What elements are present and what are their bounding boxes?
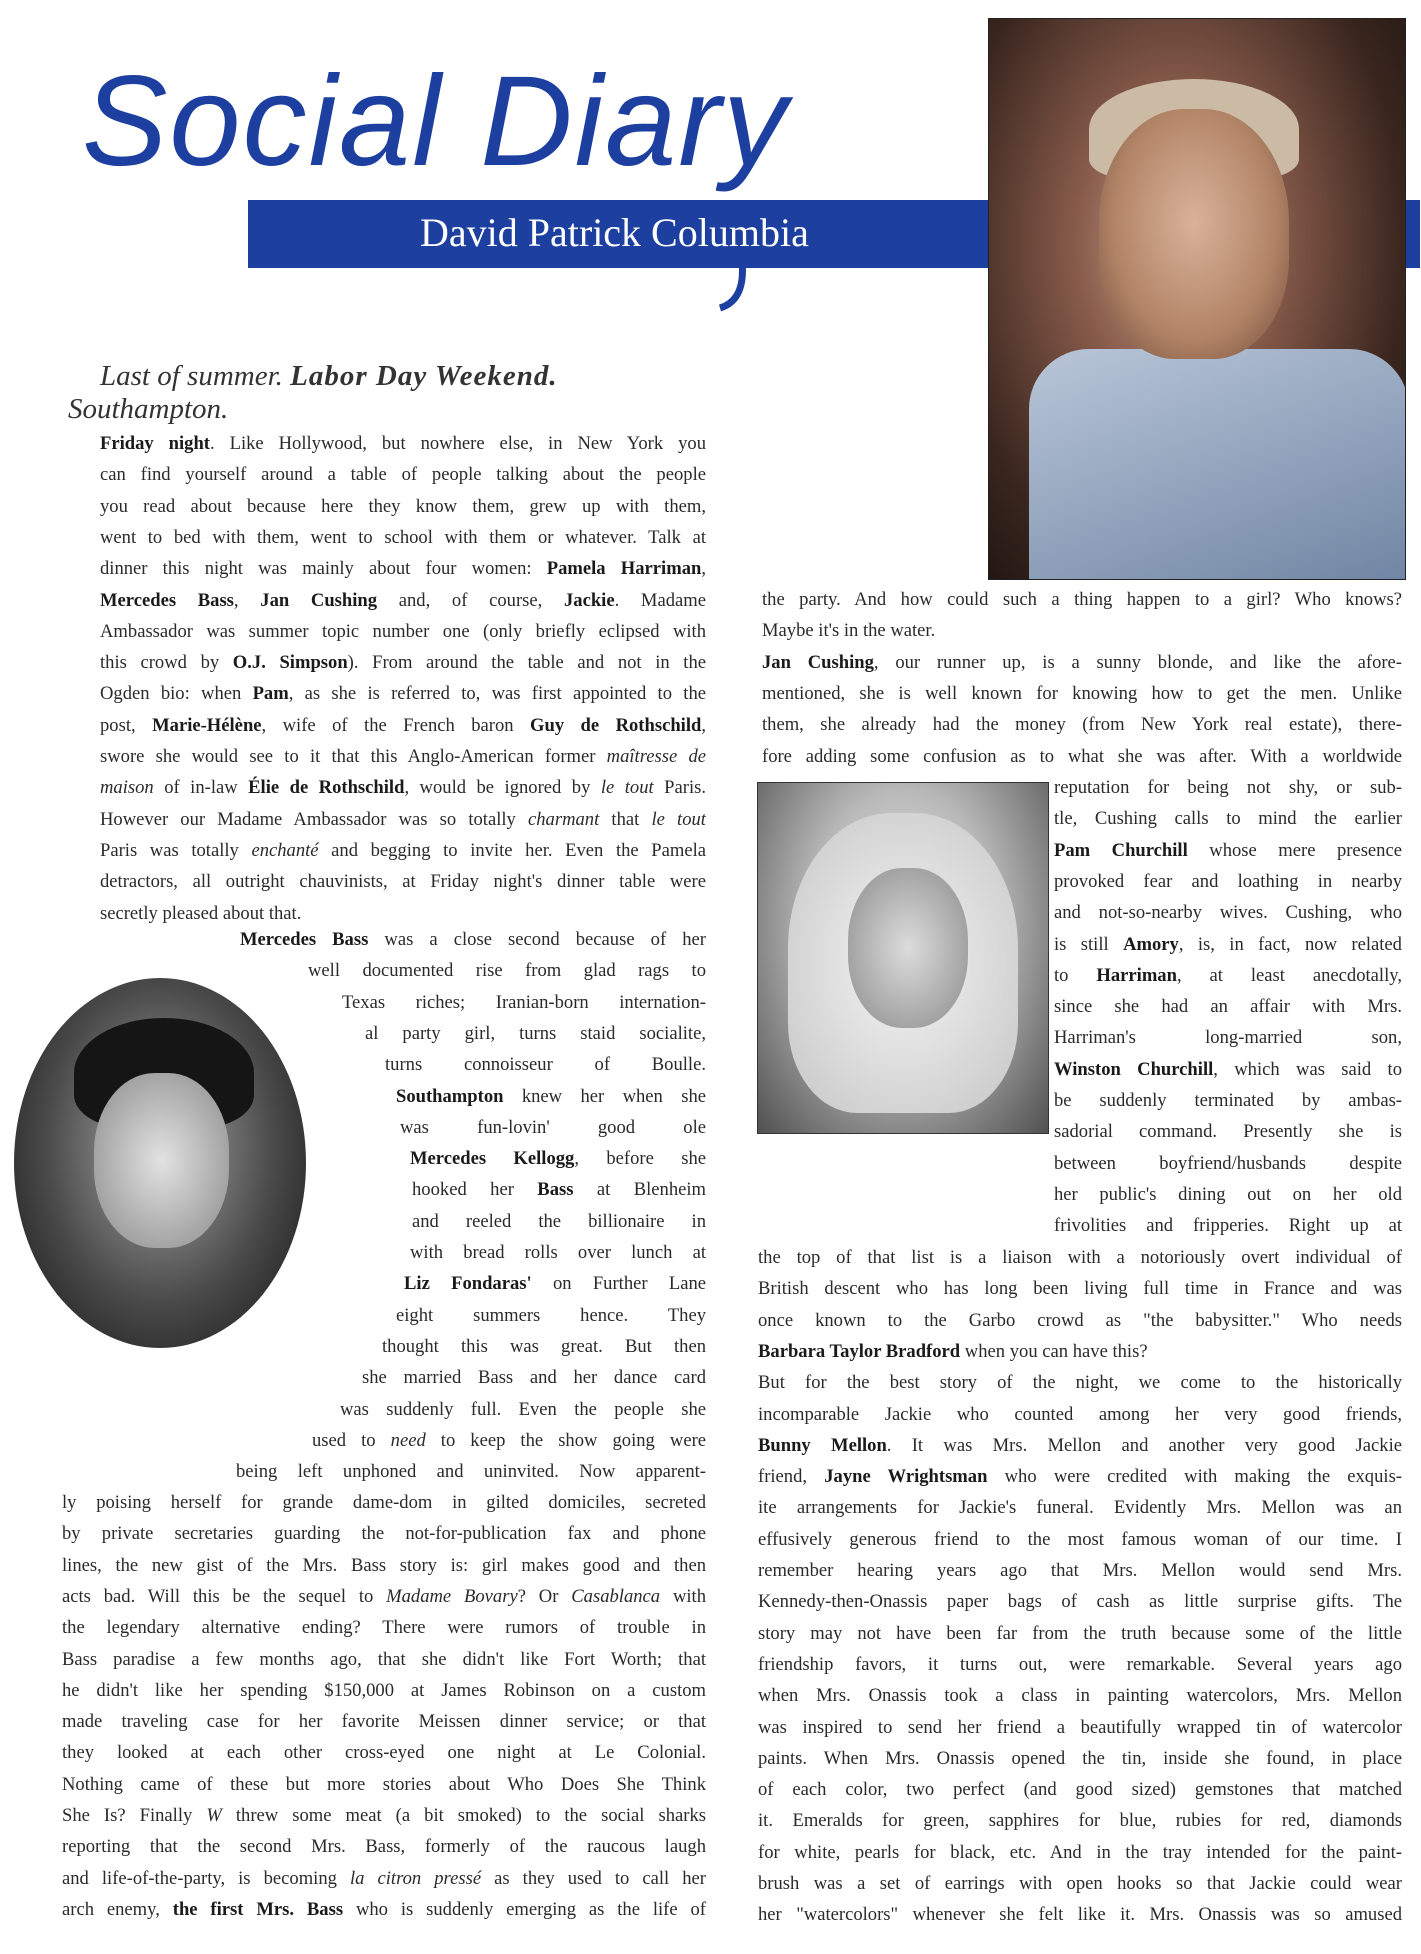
text-line: friend, Jayne Wrightsman who were credited with making the exquis-: [758, 1466, 1402, 1488]
title-swash: [712, 262, 752, 312]
text-line: Nothing came of these but more stories about Who Does She Think: [62, 1773, 706, 1795]
text-line: the legendary alternative ending? There were rumors of trouble in: [62, 1617, 706, 1639]
text-line: Jan Cushing, our runner up, is a sunny blonde, and like the afore-: [762, 651, 1402, 673]
text-line: turns connoisseur of Boulle.: [385, 1054, 706, 1076]
text-line: was suddenly full. Even the people she: [340, 1398, 706, 1420]
text-line: made traveling case for her favorite Meissen dinner service; or that: [62, 1711, 706, 1733]
text-line: Kennedy-then-Onassis paper bags of cash as little surprise gifts. The: [758, 1591, 1402, 1613]
text-line: since she had an affair with Mrs.: [1054, 996, 1402, 1018]
text-line: reputation for being not shy, or sub-: [1054, 777, 1402, 798]
text-line: But for the best story of the night, we come to the historically: [758, 1372, 1402, 1394]
text-line: used to need to keep the show going were: [312, 1429, 706, 1451]
text-line: this crowd by O.J. Simpson). From around the table and not in the: [100, 652, 706, 674]
article-intro-line2: Southampton.: [68, 393, 229, 425]
text-line: maison of in-law Élie de Rothschild, would be ignored by le tout Paris.: [100, 777, 706, 799]
text-line: reporting that the second Mrs. Bass, formerly of the raucous laugh: [62, 1836, 706, 1858]
text-line: thought this was great. But then: [382, 1335, 706, 1357]
text-line: them, she already had the money (from New York real estate), there-: [762, 714, 1402, 736]
author-byline: David Patrick Columbia: [420, 210, 809, 255]
text-line: Maybe it's in the water.: [762, 620, 936, 642]
text-line: he didn't like her spending $150,000 at James Robinson on a custom: [62, 1679, 706, 1701]
text-line: Mercedes Bass was a close second because of her: [240, 929, 706, 950]
text-line: the top of that list is a liaison with a notoriously overt individual of: [758, 1247, 1402, 1268]
text-line: Bass paradise a few months ago, that she didn't like Fort Worth; that: [62, 1648, 706, 1670]
text-line: frivolities and fripperies. Right up at: [1054, 1215, 1402, 1237]
text-line: Barbara Taylor Bradford when you can have this?: [758, 1340, 1148, 1362]
text-line: was fun-lovin' good ole: [400, 1116, 706, 1138]
text-line: was inspired to send her friend a beautifully wrapped tin of watercolor: [758, 1716, 1402, 1738]
text-line: Mercedes Kellogg, before she: [410, 1148, 706, 1170]
text-line: acts bad. Will this be the sequel to Madame Bovary? Or Casablanca with: [62, 1585, 706, 1607]
text-line: provoked fear and loathing in nearby: [1054, 870, 1402, 892]
text-line: paints. When Mrs. Onassis opened the tin, inside she found, in place: [758, 1747, 1402, 1769]
jan-cushing-photo: [757, 782, 1049, 1134]
text-line: between boyfriend/husbands despite: [1054, 1152, 1402, 1174]
article-intro: [100, 360, 558, 393]
text-line: by private secretaries guarding the not-for-publication fax and phone: [62, 1523, 706, 1545]
text-line: her "watercolors" whenever she felt like it. Mrs. Onassis was so amused: [758, 1904, 1402, 1926]
text-line: dinner this night was mainly about four women: Pamela Harriman,: [100, 558, 706, 580]
text-line: secretly pleased about that.: [100, 902, 302, 924]
text-line: incomparable Jackie who counted among her very good friends,: [758, 1403, 1402, 1425]
text-line: well documented rise from glad rags to: [308, 960, 706, 982]
text-line: and not-so-nearby wives. Cushing, who: [1054, 902, 1402, 924]
text-line: Southampton knew her when she: [396, 1085, 706, 1107]
text-line: they looked at each other cross-eyed one night at Le Colonial.: [62, 1742, 706, 1764]
text-line: went to bed with them, went to school with them or whatever. Talk at: [100, 526, 706, 548]
text-line: the party. And how could such a thing happen to a girl? Who knows?: [762, 589, 1402, 610]
text-line: Pam Churchill whose mere presence: [1054, 839, 1402, 861]
text-line: al party girl, turns staid socialite,: [365, 1022, 706, 1044]
text-line: effusively generous friend to the most famous woman of our time. I: [758, 1528, 1402, 1550]
text-line: and life-of-the-party, is becoming la citron pressé as they used to call her: [62, 1867, 706, 1889]
intro-emphasis: Labor Day Weekend.: [290, 360, 558, 392]
text-line: Ogden bio: when Pam, as she is referred to, was first appointed to the: [100, 683, 706, 705]
text-line: swore she would see to it that this Anglo-American former maîtresse de: [100, 746, 706, 767]
text-line: being left unphoned and uninvited. Now apparent-: [236, 1461, 706, 1483]
text-line: once known to the Garbo crowd as "the babysitter." Who needs: [758, 1309, 1402, 1331]
text-line: Texas riches; Iranian-born internation-: [342, 991, 706, 1013]
text-line: to Harriman, at least anecdotally,: [1054, 964, 1402, 986]
mercedes-bass-photo: [14, 978, 306, 1348]
text-line: Liz Fondaras' on Further Lane: [404, 1273, 706, 1295]
text-line: Friday night. Like Hollywood, but nowhere else, in New York you: [100, 433, 706, 454]
text-line: with bread rolls over lunch at: [410, 1242, 706, 1263]
text-line: friendship favors, it turns out, were remarkable. Several years ago: [758, 1653, 1402, 1675]
text-line: is still Amory, is, in fact, now related: [1054, 933, 1402, 955]
text-line: Harriman's long-married son,: [1054, 1027, 1402, 1049]
text-line: it. Emeralds for green, sapphires for blue, rubies for red, diamonds: [758, 1810, 1402, 1832]
text-line: However our Madame Ambassador was so totally charmant that le tout: [100, 808, 706, 830]
text-line: sadorial command. Presently she is: [1054, 1121, 1402, 1143]
text-line: and reeled the billionaire in: [412, 1210, 706, 1232]
text-line: eight summers hence. They: [396, 1304, 706, 1326]
text-line: ly poising herself for grande dame-dom in gilted domiciles, secreted: [62, 1492, 706, 1513]
text-line: hooked her Bass at Blenheim: [412, 1179, 706, 1201]
text-line: She Is? Finally W threw some meat (a bit smoked) to the social sharks: [62, 1805, 706, 1826]
text-line: mentioned, she is well known for knowing how to get the men. Unlike: [762, 682, 1402, 704]
text-line: detractors, all outright chauvinists, at Friday night's dinner table were: [100, 871, 706, 893]
text-line: Ambassador was summer topic number one (only briefly eclipsed with: [100, 620, 706, 642]
text-line: remember hearing years ago that Mrs. Mellon would send Mrs.: [758, 1560, 1402, 1581]
text-line: lines, the new gist of the Mrs. Bass story is: girl makes good and then: [62, 1554, 706, 1576]
text-line: tle, Cushing calls to mind the earlier: [1054, 808, 1402, 830]
intro-text: Last of summer.: [100, 360, 283, 392]
text-line: ite arrangements for Jackie's funeral. Evidently Mrs. Mellon was an: [758, 1497, 1402, 1519]
page-title: Social Diary: [82, 50, 789, 193]
text-line: of each color, two perfect (and good sized) gemstones that matched: [758, 1779, 1402, 1801]
text-line: British descent who has long been living full time in France and was: [758, 1278, 1402, 1300]
text-line: when Mrs. Onassis took a class in painting watercolors, Mrs. Mellon: [758, 1685, 1402, 1707]
text-line: Mercedes Bass, Jan Cushing and, of course, Jackie. Madame: [100, 589, 706, 611]
text-line: for white, pearls for black, etc. And in the tray intended for the paint-: [758, 1841, 1402, 1863]
text-line: can find yourself around a table of people talking about the people: [100, 464, 706, 486]
text-line: Paris was totally enchanté and begging to invite her. Even the Pamela: [100, 839, 706, 861]
text-line: she married Bass and her dance card: [362, 1367, 706, 1389]
text-line: brush was a set of earrings with open hooks so that Jackie could wear: [758, 1873, 1402, 1894]
text-line: arch enemy, the first Mrs. Bass who is suddenly emerging as the life of: [62, 1898, 706, 1920]
text-line: Bunny Mellon. It was Mrs. Mellon and another very good Jackie: [758, 1434, 1402, 1456]
text-line: fore adding some confusion as to what she was after. With a worldwide: [762, 745, 1402, 767]
text-line: be suddenly terminated by ambas-: [1054, 1090, 1402, 1111]
text-line: Winston Churchill, which was said to: [1054, 1058, 1402, 1080]
text-line: her public's dining out on her old: [1054, 1183, 1402, 1205]
text-line: post, Marie-Hélène, wife of the French baron Guy de Rothschild,: [100, 714, 706, 736]
author-photo: [988, 18, 1406, 580]
text-line: story may not have been far from the truth because some of the little: [758, 1622, 1402, 1644]
text-line: you read about because here they know them, grew up with them,: [100, 495, 706, 517]
